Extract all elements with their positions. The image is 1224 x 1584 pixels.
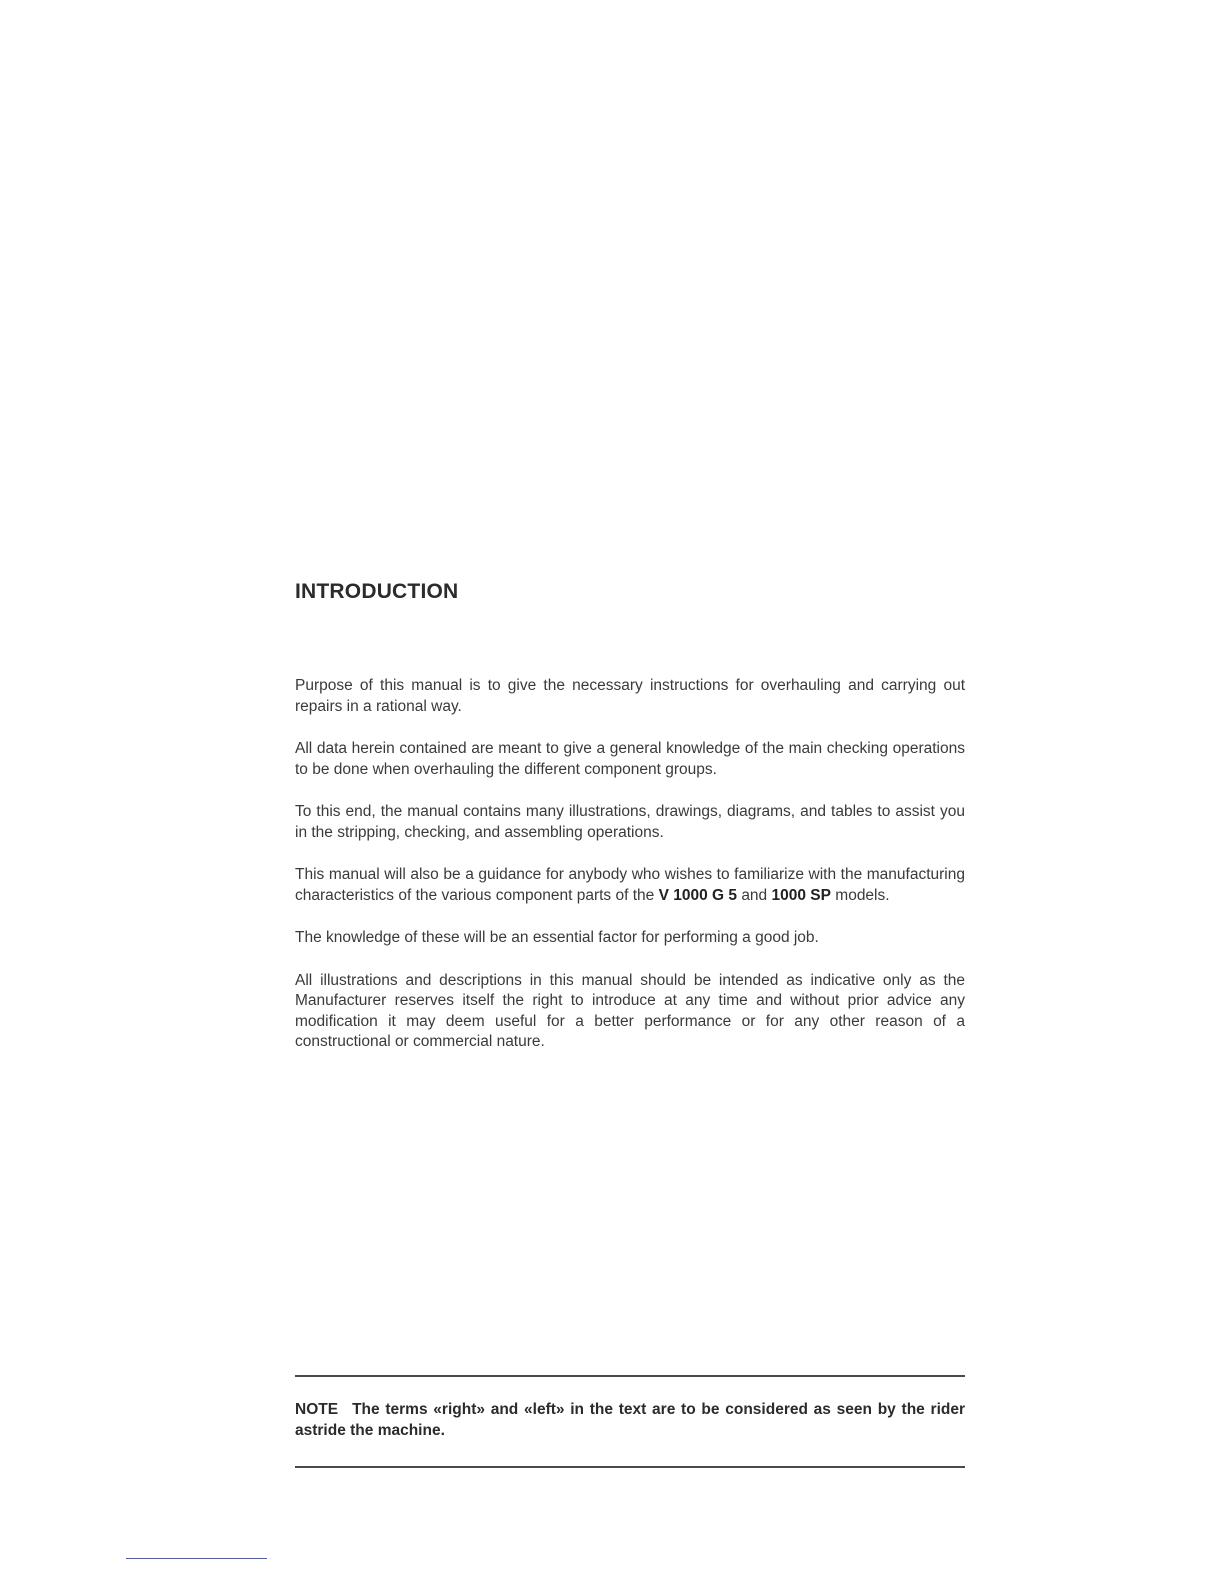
- note-bottom-divider: [295, 1466, 965, 1468]
- paragraph-disclaimer: All illustrations and descriptions in this manual should be intended as indicative only as the Manufacturer reserves itself the right to introduce at any time and without prior advice any modification it may deem useful for a better performance or for any other reason of a constructional or commercial nature.: [295, 971, 965, 1050]
- page-title: INTRODUCTION: [295, 580, 459, 603]
- model-name-v1000g5: V 1000 G 5: [658, 886, 737, 904]
- footnote-rule: [126, 1558, 267, 1559]
- guidance-text-part1: This manual will also be a guidance for anybody who wishes to familiarize with the manufacturing characteristics of the various component parts of the: [295, 866, 965, 904]
- paragraph-illustrations: To this end, the manual contains many illustrations, drawings, diagrams, and tables to assist you in the stripping, checking, and assembling operations.: [295, 803, 965, 841]
- model-name-1000sp: 1000 SP: [771, 886, 831, 904]
- paragraph-data: All data herein contained are meant to give a general knowledge of the main checking operations to be done when overhauling the different component groups.: [295, 740, 965, 778]
- guidance-text-part3: models.: [835, 886, 890, 904]
- note-block: [295, 1400, 965, 1441]
- paragraph-knowledge: The knowledge of these will be an essential factor for performing a good job.: [295, 929, 819, 946]
- paragraph-purpose: Purpose of this manual is to give the necessary instructions for overhauling and carrying out repairs in a rational way.: [295, 677, 965, 715]
- note-text: The terms «right» and «left» in the text are to be considered as seen by the rider astride the machine.: [295, 1401, 965, 1439]
- note-top-divider: [295, 1375, 965, 1377]
- guidance-text-part2: and: [741, 886, 768, 904]
- note-label: NOTE: [295, 1401, 339, 1418]
- introduction-body: [295, 676, 965, 1075]
- paragraph-guidance: [295, 865, 965, 906]
